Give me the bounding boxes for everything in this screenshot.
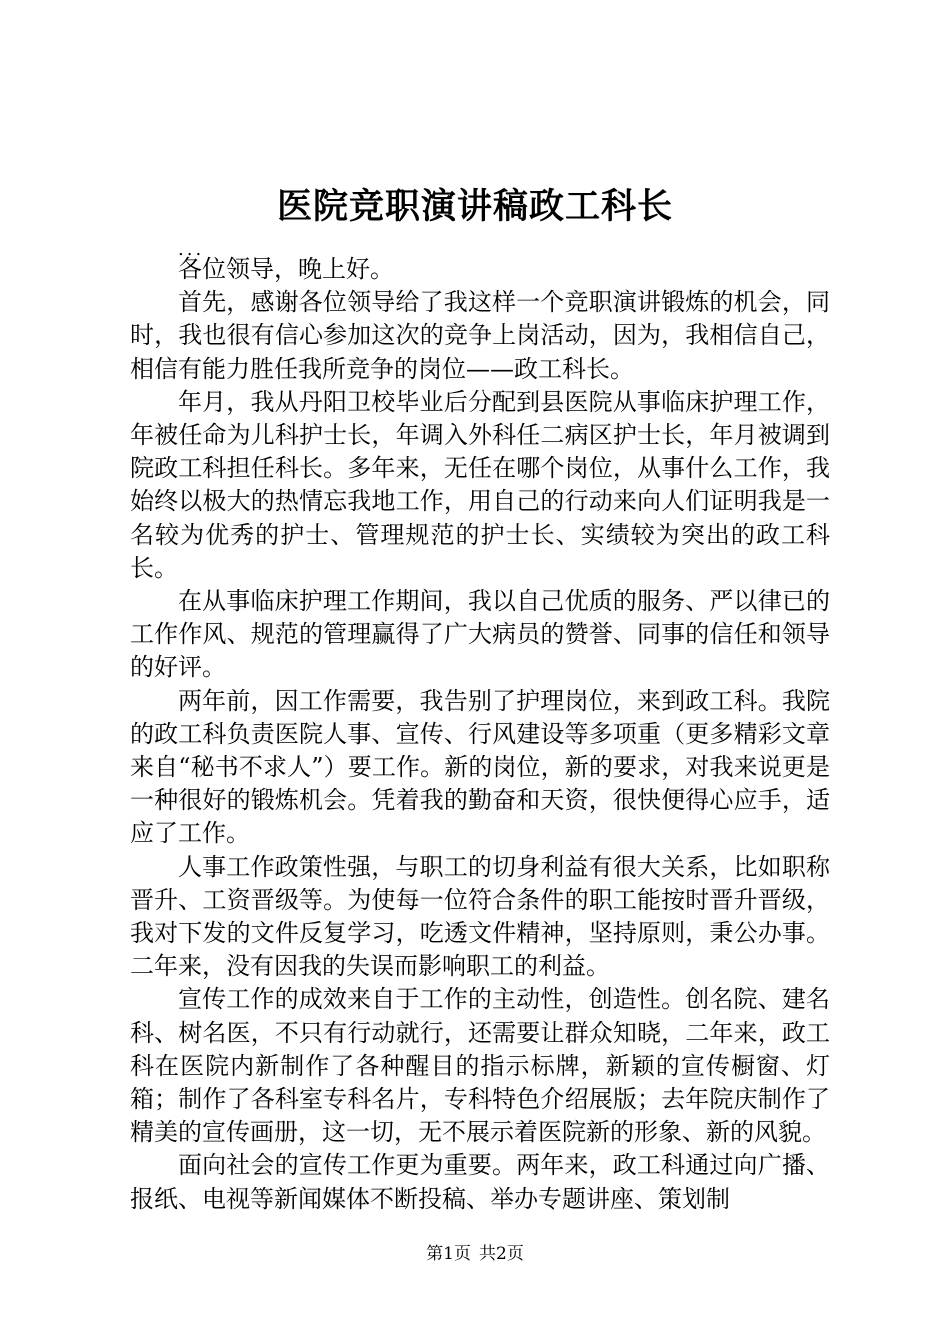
- page-total: 共2页: [479, 1244, 524, 1264]
- document-title: 医院竞职演讲稿政工科长: [276, 186, 673, 227]
- page-number: 第1页: [426, 1244, 471, 1264]
- paragraph: 两年前，因工作需要，我告别了护理岗位，来到政工科。我院的政工科负责医院人事、宣传、行风建设等多项重（更多精彩文章来自“秘书不求人”）要工作。新的岗位，新的要求，对我来说更是一种很好的锻炼机会。凭着我的勤奋和天资，很快便得心应手，适应了工作。: [130, 686, 830, 848]
- ellipsis-mark: ...: [178, 239, 205, 260]
- page-footer: [0, 1242, 950, 1266]
- paragraph: 首先，感谢各位领导给了我这样一个竞职演讲锻炼的机会，同时，我也很有信心参加这次的竞争上岗活动，因为，我相信自己，相信有能力胜任我所竞争的岗位——政工科长。: [130, 288, 830, 383]
- document-body: [130, 253, 830, 1216]
- paragraph: 年月，我从丹阳卫校毕业后分配到县医院从事临床护理工作，年被任命为儿科护士长，年调入外科任二病区护士长，年月被调到院政工科担任科长。多年来，无任在哪个岗位，从事什么工作，我始终以极大的热情忘我地工作，用自己的行动来向人们证明我是一名较为优秀的护士、管理规范的护士长、实绩较为突出的政工科长。: [130, 387, 830, 582]
- paragraph: 各位领导，晚上好。: [178, 255, 394, 283]
- paragraph: 宣传工作的成效来自于工作的主动性，创造性。创名院、建名科、树名医，不只有行动就行，还需要让群众知晓，二年来，政工科在医院内新制作了各种醒目的指示标牌，新颖的宣传橱窗、灯箱；制作了各科室专科名片，专科特色介绍展版；去年院庆制作了精美的宣传画册，这一切，无不展示着医院新的形象、新的风貌。: [130, 985, 830, 1147]
- paragraph: 在从事临床护理工作期间，我以自己优质的服务、严以律已的工作作风、规范的管理赢得了广大病员的赞誉、同事的信任和领导的好评。: [130, 587, 830, 682]
- paragraph: 人事工作政策性强，与职工的切身利益有很大关系，比如职称晋升、工资晋级等。为使每一位符合条件的职工能按时晋升晋级，我对下发的文件反复学习，吃透文件精神，坚持原则，秉公办事。二年来，没有因我的失误而影响职工的利益。: [130, 852, 830, 981]
- paragraph: 面向社会的宣传工作更为重要。两年来，政工科通过向广播、报纸、电视等新闻媒体不断投稿、举办专题讲座、策划制: [130, 1151, 830, 1213]
